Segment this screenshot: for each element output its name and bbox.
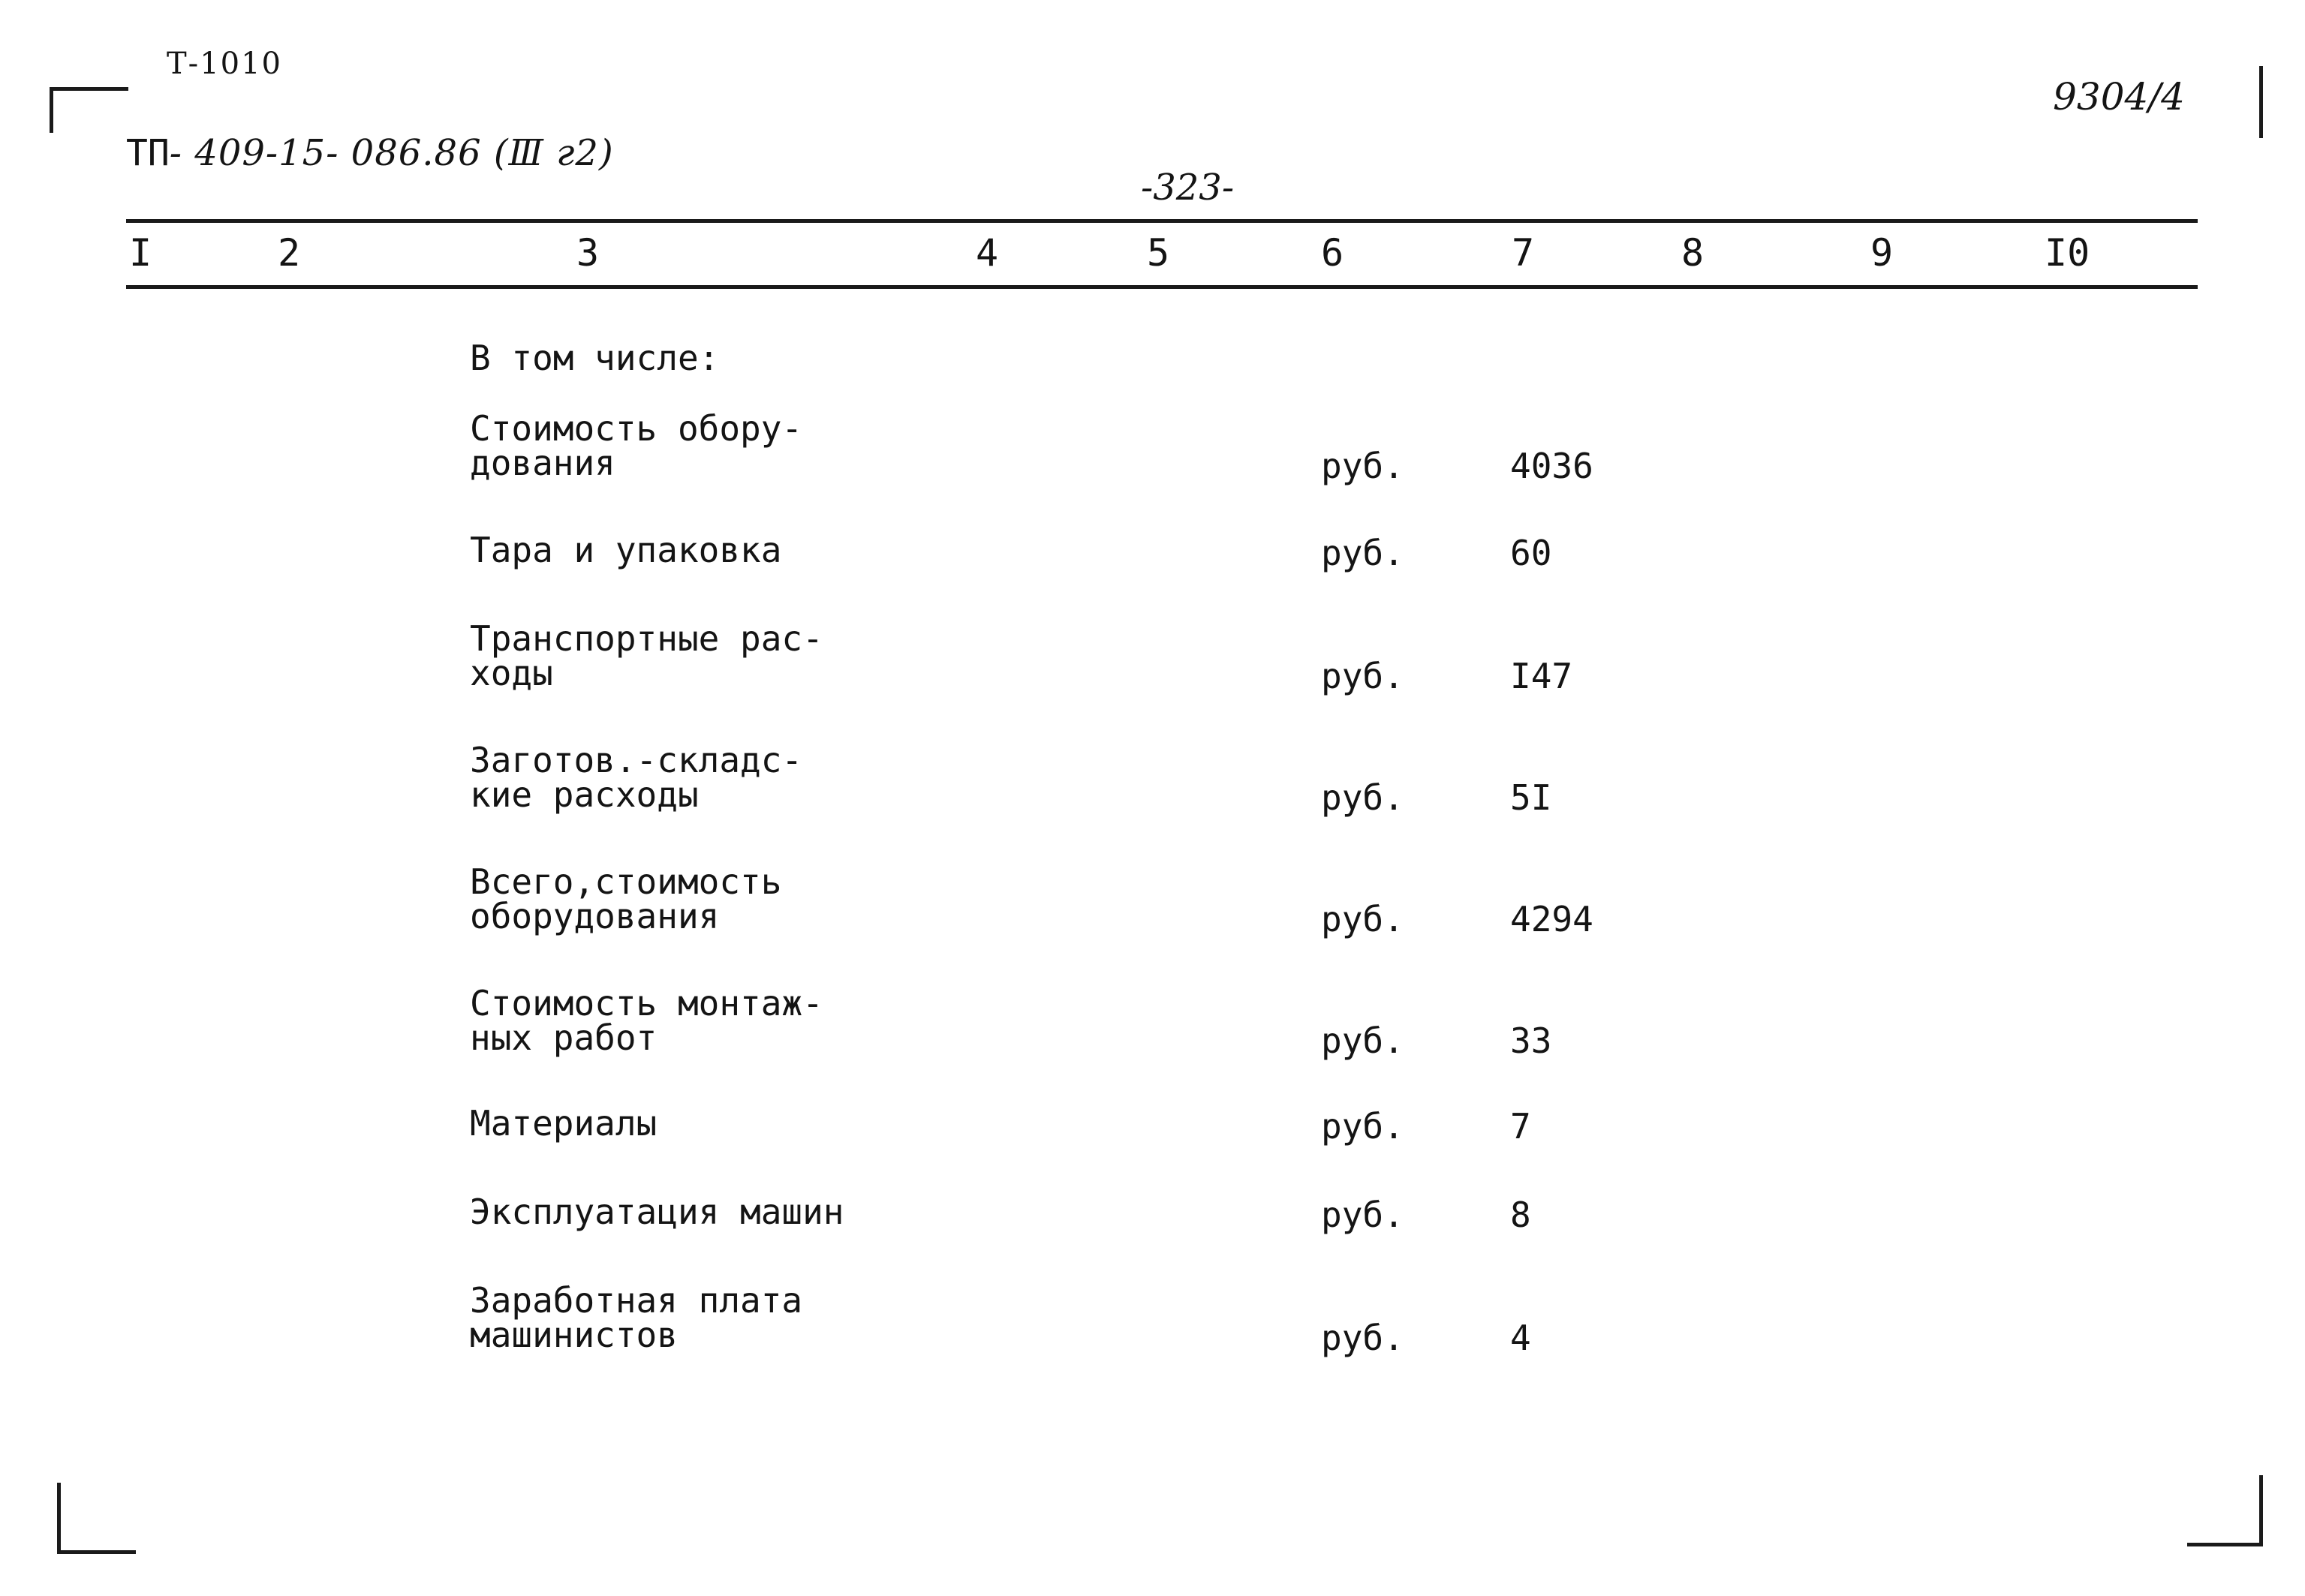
table-row-label: Эксплуатация машин <box>470 1192 844 1232</box>
table-row-label: Тара и упаковка <box>470 530 782 570</box>
table-row-value: 4294 <box>1510 899 1593 939</box>
frame-corner-top-left <box>50 87 128 133</box>
table-row-value: 33 <box>1510 1020 1552 1061</box>
table-row-value: 4036 <box>1510 446 1593 486</box>
table-row-label: Заготов.-складс- кие расходы <box>470 740 803 815</box>
sheet-number: 9304/4 <box>2053 75 2185 119</box>
series-code: Т-1010 <box>167 47 282 81</box>
table-row-value: 5I <box>1510 777 1552 818</box>
table-row-label: Материалы <box>470 1103 657 1144</box>
frame-corner-bottom-left <box>57 1483 136 1554</box>
document-code <box>126 132 614 174</box>
table-header-rule <box>126 285 2198 289</box>
column-number-6: 6 <box>1321 231 1344 275</box>
table-row-unit: руб. <box>1321 656 1404 696</box>
table-row-value: I47 <box>1510 656 1573 696</box>
table-row-unit: руб. <box>1321 1195 1404 1235</box>
table-row-unit: руб. <box>1321 899 1404 939</box>
table-row-value: 4 <box>1510 1318 1531 1358</box>
table-row-label: Стоимость монтаж- ных работ <box>470 983 823 1058</box>
document-code-handwritten: - 409-15- 086.86 (Ⅲ г2) <box>169 132 614 174</box>
document-code-prefix: ТП <box>126 132 170 174</box>
column-number-7: 7 <box>1512 231 1535 275</box>
table-row-unit: руб. <box>1321 446 1404 486</box>
table-row-label: Транспортные рас- ходы <box>470 618 823 693</box>
table-row-label: Всего,стоимость оборудования <box>470 861 782 936</box>
column-number-4: 4 <box>976 231 999 275</box>
table-row-label: Стоимость обору- дования <box>470 408 803 483</box>
table-row-label: Заработная плата машинистов <box>470 1280 803 1355</box>
table-row-unit: руб. <box>1321 777 1404 818</box>
column-number-5: 5 <box>1147 231 1170 275</box>
column-number-3: 3 <box>576 231 600 275</box>
frame-corner-bottom-right <box>2187 1475 2263 1546</box>
table-top-rule <box>126 219 2198 223</box>
table-row-unit: руб. <box>1321 533 1404 573</box>
table-row-value: 60 <box>1510 533 1552 573</box>
column-number-2: 2 <box>278 231 301 275</box>
table-row-unit: руб. <box>1321 1020 1404 1061</box>
page-number: -323- <box>1141 167 1235 209</box>
column-number-9: 9 <box>1870 231 1894 275</box>
table-row-unit: руб. <box>1321 1106 1404 1147</box>
table-row-value: 8 <box>1510 1195 1531 1235</box>
table-row-value: 7 <box>1510 1106 1531 1147</box>
column-number-10: I0 <box>2045 231 2090 275</box>
table-row-unit: руб. <box>1321 1318 1404 1358</box>
intro-text: В том числе: <box>470 338 720 378</box>
column-number-8: 8 <box>1681 231 1705 275</box>
frame-corner-top-right <box>2225 66 2263 138</box>
column-number-1: I <box>129 231 152 275</box>
